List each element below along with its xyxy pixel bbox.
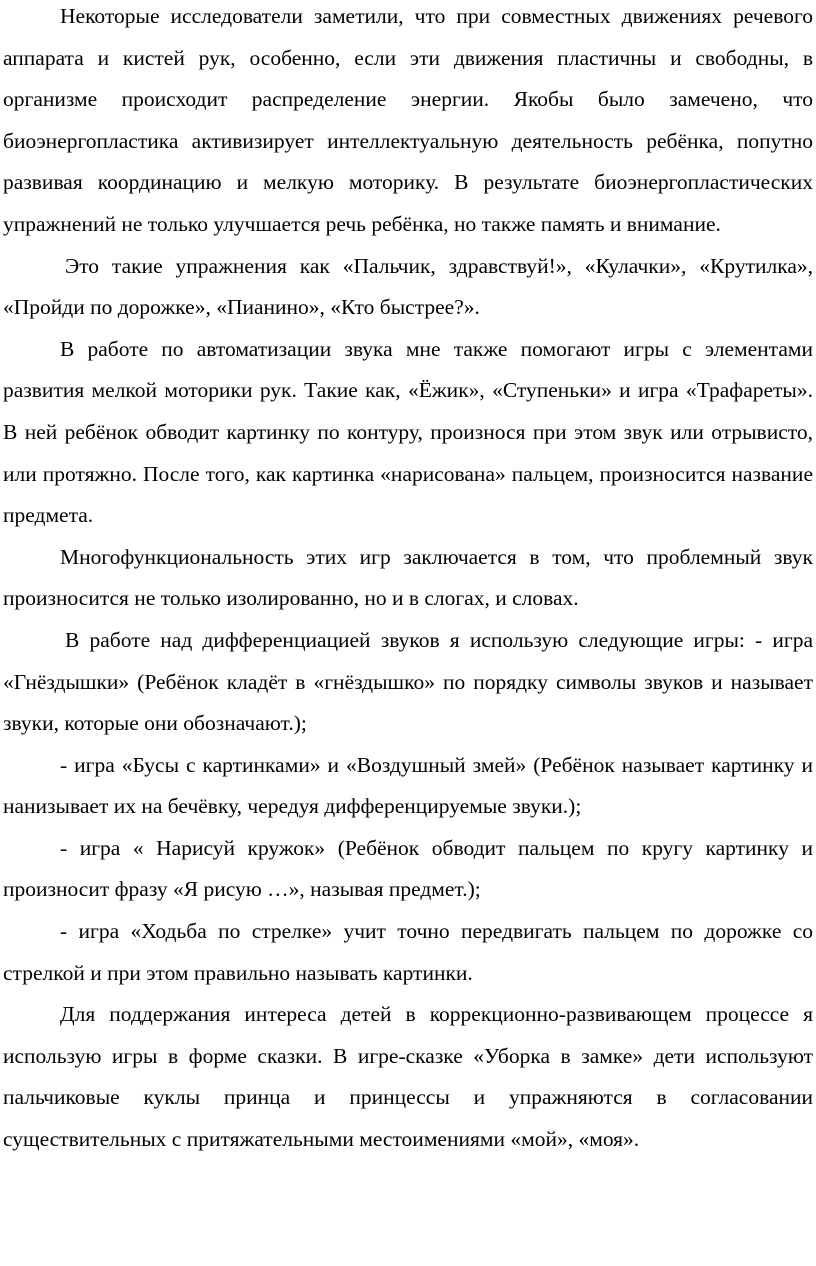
paragraph-differentiation: В работе над дифференциацией звуков я использую следующие игры: - игра «Гнёздышки» (Ребёнок кладёт в «гнёздышко» по порядку символы звуков и называет звуки, которые они обозначают.); [3, 627, 813, 736]
paragraph-fairy-tale-games: Для поддержания интереса детей в коррекционно-развивающем процессе я использую игры в форме сказки. В игре-сказке «Уборка в замке» дети используют пальчиковые куклы принца и принцессы и упражняются в согласовании существительных с притяжательными местоимениями «мой», «моя». [3, 1002, 813, 1152]
paragraph-game-beads: - игра «Бусы с картинками» и «Воздушный змей» (Ребёнок называет картинку и нанизывает их на бечёвку, чередуя дифференцируемые звуки.); [3, 752, 813, 819]
paragraph-multifunctionality: Многофункциональность этих игр заключается в том, что проблемный звук произносится не только изолированно, но и в слогах, и словах. [3, 544, 813, 611]
paragraph-sound-automation: В работе по автоматизации звука мне также помогают игры с элементами развития мелкой моторики рук. Такие как, «Ёжик», «Ступеньки» и игра «Трафареты». В ней ребёнок обводит картинку по контуру, произнося при этом звук или отрывисто, или протяжно. После того, как картинка «нарисована» пальцем, произносится название предмета. [3, 336, 813, 528]
paragraph-game-arrow: - игра «Ходьба по стрелке» учит точно передвигать пальцем по дорожке со стрелкой и при этом правильно называть картинки. [3, 919, 813, 985]
paragraph-bioenergoplastika: Некоторые исследователи заметили, что при совместных движениях речевого аппарата и кистей рук, особенно, если эти движения пластичны и свободны, в организме происходит распределение энергии. Якобы было замечено, что биоэнергопластика активизирует интеллектуальную деятельность ребёнка, попутно развивая координацию и мелкую моторику. В результате биоэнергопластических упражнений не только улучшается речь ребёнка, но также память и внимание. [3, 4, 813, 236]
paragraph-game-circle: - игра « Нарисуй кружок» (Ребёнок обводит пальцем по кругу картинку и произносит фразу «Я рисую …», называя предмет.); [3, 835, 813, 902]
paragraph-exercises-list: Это такие упражнения как «Пальчик, здравствуй!», «Кулачки», «Крутилка», «Пройди по дорожке», «Пианино», «Кто быстрее?». [3, 253, 813, 320]
